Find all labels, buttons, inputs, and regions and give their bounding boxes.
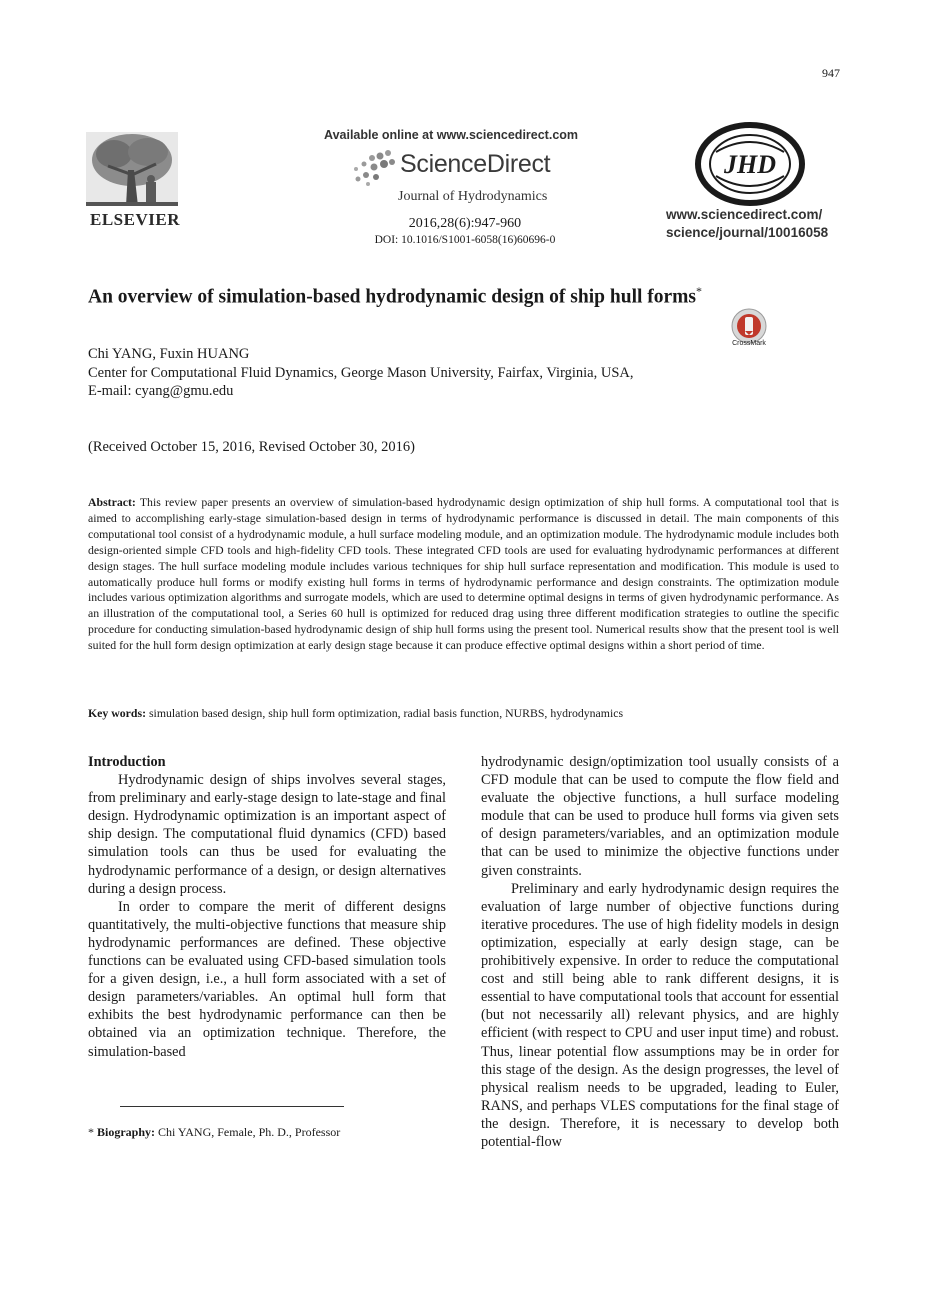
journal-url-line2: science/journal/10016058 xyxy=(666,225,829,240)
crossmark-label: CrossMark xyxy=(732,340,766,347)
title-footnote-mark: * xyxy=(696,284,703,298)
elsevier-wordmark: ELSEVIER xyxy=(90,210,180,229)
abstract-text: This review paper presents an overview of simulation-based hydrodynamic design optimization of ship hull forms. A computational tool that is aimed to accomplishing early-stage simulation-based design in terms of hydrodynamic performance is discussed in detail. The main components of this computational tool consist of a hydrodynamic module, a hull surface modeling module, and an optimization module. The hydrodynamic module includes both design-oriented simple CFD tools and high-fidelity CFD tools. These integrated CFD tools are used for evaluating hydrodynamic performances at different design stages. The hull surface modeling module includes various techniques for ship hull surface representation and modification. This module is used to automatically produce hull forms or modify existing hull forms in terms of hydrodynamic performance and design constraints. The optimization module includes various optimization algorithms and surrogate models, which are used to determine optimal designs in terms of given hydrodynamic performance. As an illustration of the computational tool, a Series 60 hull is optimized for reduced drag using three different modification strategies to outline the specific procedure for conducting simulation-based hydrodynamic design of ship hull forms using the present tool. Numerical results show that the present tool is well suited for the hull form design optimization at early design stage because it can produce effective optimal designs within a short period of time. xyxy=(88,495,839,653)
paragraph: Preliminary and early hydrodynamic design requires the evaluation of large number of objective functions during iterative procedures. The use of high fidelity models in design optimization, especially at early design stage, can be prohibitively expensive. In order to reduce the computational cost and still being able to rank different designs, it is essential to have computational tools that account for essential (but not necessarily all) relevant physics, and are highly efficient (with respect to CPU and user input time) and robust. Thus, linear potential flow assumptions may be in order for this stage of the design. As the design progresses, the level of physical realism needs to be upgraded, leading to Euler, RANS, and perhaps VLES computations for the final stage of the design. Therefore, it is necessary to develop both potential-flow xyxy=(481,880,839,1150)
paragraph: hydrodynamic design/optimization tool usually consists of a CFD module that can be used to compute the flow field and evaluate the objective functions, a hull surface modeling module that can be used to produce hull forms via given sets of design parameters/variables, and an optimization module that can be used to minimize the objective functions under given constraints. xyxy=(481,754,839,879)
journal-url[interactable] xyxy=(666,206,842,242)
email[interactable]: E-mail: cyang@gmu.edu xyxy=(88,383,234,399)
doi: DOI: 10.1016/S1001-6058(16)60696-0 xyxy=(374,234,556,246)
keywords xyxy=(88,706,839,721)
abstract xyxy=(88,495,839,654)
abstract-label: Abstract: xyxy=(88,495,136,509)
svg-text:JHD: JHD xyxy=(724,150,776,179)
paragraph: In order to compare the merit of different designs quantitatively, the multi-objective functions that measure ship hydrodynamic performances are defined. These objective functions can be evaluated using CFD-based simulation tools for a given design, i.e., a hull form associated with a set of design parameters/variables. An optimal hull form that exhibits the best hydrodynamic performance can then be obtained via an optimization technique. Therefore, the simulation-based xyxy=(88,898,446,1060)
journal-name: Journal of Hydrodynamics xyxy=(398,189,548,204)
footnote xyxy=(88,1125,340,1140)
keywords-text: simulation based design, ship hull form optimization, radial basis function, NURBS, hydrodynamics xyxy=(148,706,624,720)
affiliation: Center for Computational Fluid Dynamics, George Mason University, Fairfax, Virginia, USA, xyxy=(88,365,634,381)
keywords-label: Key words: xyxy=(88,706,146,720)
journal-url-line1: www.sciencedirect.com/ xyxy=(666,207,823,222)
right-column xyxy=(481,753,839,1151)
footnote-label: Biography: xyxy=(97,1125,156,1139)
footnote-text: Chi YANG, Female, Ph. D., Professor xyxy=(158,1125,341,1139)
page-number: 947 xyxy=(822,66,840,80)
authors: Chi YANG, Fuxin HUANG xyxy=(88,346,250,362)
footnote-mark: * xyxy=(88,1125,94,1139)
paragraph: Hydrodynamic design of ships involves several stages, from preliminary and early-stage design to late-stage and final design. Hydrodynamic optimization is an important aspect of ship design. The computational fluid dynamics (CFD) based simulation tools can thus be used for evaluating the hydrodynamic performance of a design, or design alternatives during a design process. xyxy=(88,772,446,897)
section-heading-introduction: Introduction xyxy=(88,754,166,770)
jhd-logo xyxy=(694,122,806,206)
citation: 2016,28(6):947-960 xyxy=(408,216,522,231)
footnote-divider xyxy=(120,1106,344,1107)
paper-title xyxy=(88,284,702,309)
left-column xyxy=(88,753,446,1061)
sciencedirect-wordmark: ScienceDirect xyxy=(400,150,551,178)
received-dates: (Received October 15, 2016, Revised October 30, 2016) xyxy=(88,439,415,455)
sciencedirect-dots-icon xyxy=(348,148,400,190)
paper-title-text: An overview of simulation-based hydrodynamic design of ship hull forms xyxy=(88,286,697,308)
available-online-text: Available online at www.sciencedirect.com xyxy=(324,128,579,142)
